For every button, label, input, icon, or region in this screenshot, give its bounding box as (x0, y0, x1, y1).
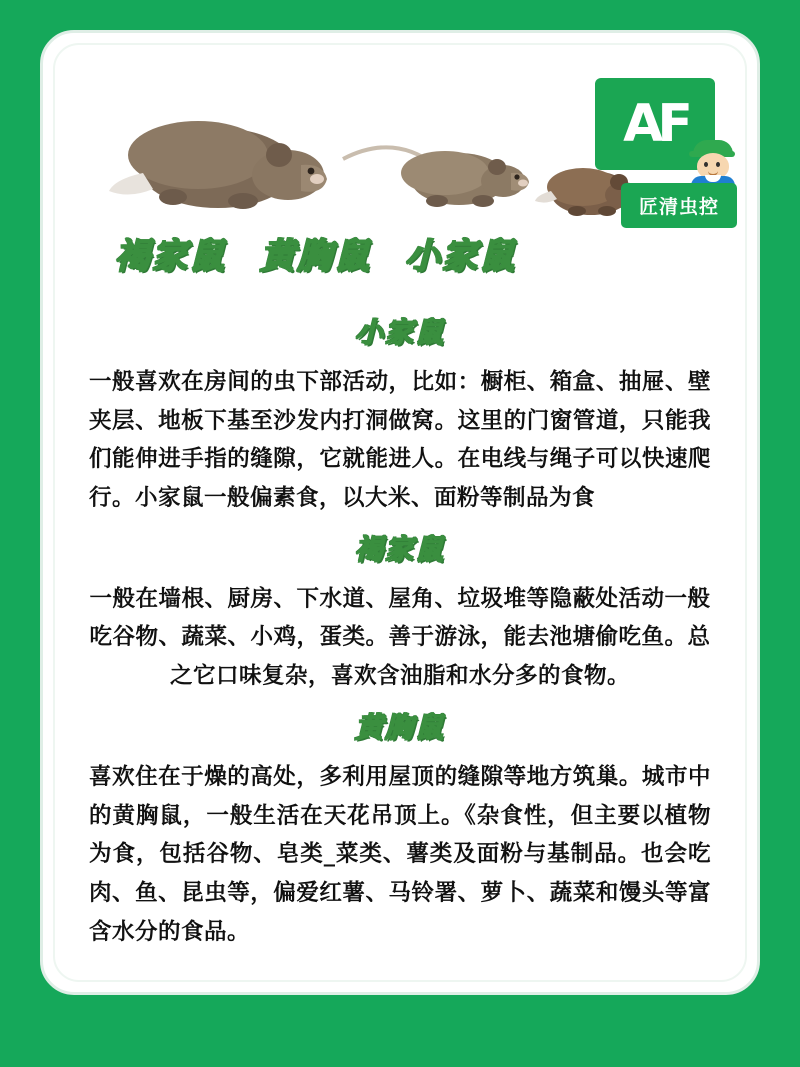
section-yellow-breasted-rat (73, 706, 727, 951)
brand-name-tag: 匠清虫控 (621, 183, 737, 228)
rat-illustration-brown (103, 93, 333, 223)
species-title-row (43, 229, 757, 279)
mascot-eye-right (716, 162, 720, 167)
section-text-yellow-breasted-rat: 喜欢住在于燥的高处，多利用屋顶的缝隙等地方筑巢。城市中的黄胸鼠，一般生活在天花吊顶上。《杂食性，但主要以植物为食，包括谷物、皂类_菜类、薯类及面粉与基制品。也会吃肉、鱼、昆虫等，偏爱红薯、马铃署、萝卜、蔬菜和馒头等富含水分的食品。 (89, 763, 711, 945)
section-house-mouse (73, 311, 727, 518)
section-text-brown-rat: 一般在墙根、厨房、下水道、屋角、垃圾堆等隐蔽处活动一般吃谷物、蔬菜、小鸡，蛋类。善于游泳，能去池塘偷吃鱼。总之它口味复杂，喜欢含油脂和水分多的食物。 (89, 585, 711, 690)
rat-illustration-center (333, 123, 533, 223)
section-heading-house-mouse: 小家鼠 (354, 316, 445, 349)
species-title-1: 褐家鼠 (115, 237, 227, 277)
mascot-eye-left (704, 162, 708, 167)
section-heading-yellow-breasted-rat: 黄胸鼠 (354, 710, 445, 744)
section-text-house-mouse: 一般喜欢在房间的虫下部活动，比如：橱柜、箱盒、抽屉、壁夹层、地板下基至沙发内打洞做窝。这里的门窗管道，只能我们能伸进手指的缝隙，它就能进人。在电线与绳子可以快速爬行。小家鼠一般偏素食，以大米、面粉等制品为食 (89, 369, 711, 512)
species-title-2: 黄胸鼠 (260, 237, 372, 277)
poster-card (40, 30, 760, 995)
species-title-3: 小家鼠 (405, 237, 517, 277)
section-heading-brown-rat: 褐家鼠 (354, 532, 445, 566)
logo-glyph-text: AF (623, 94, 687, 154)
section-brown-rat (73, 528, 727, 696)
poster-content (43, 301, 757, 957)
poster-header (43, 33, 757, 277)
